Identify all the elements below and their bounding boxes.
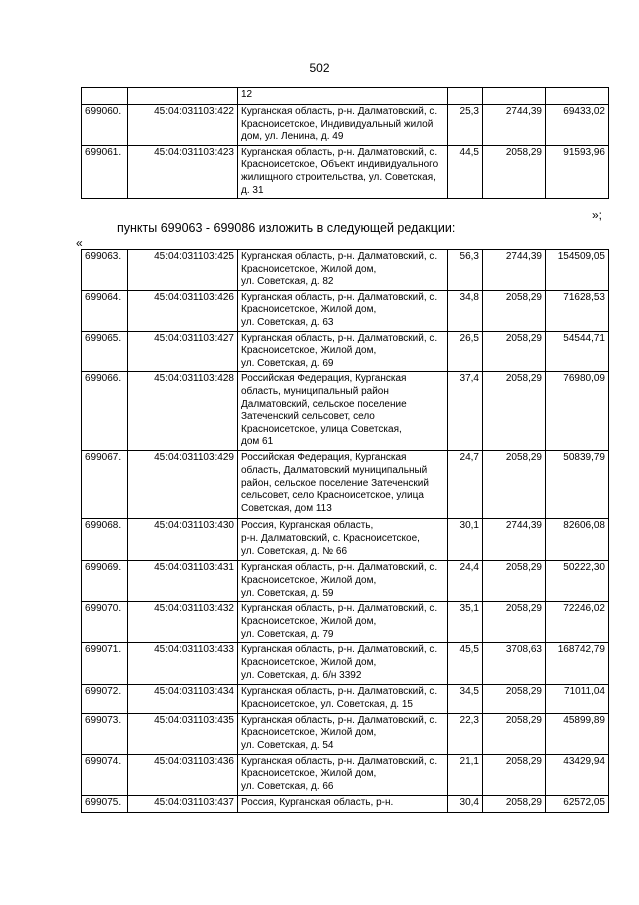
cell-area: 26,5 [448, 331, 483, 372]
table-row [82, 145, 609, 198]
cell-address: Курганская область, р-н. Далматовский, с. Красноисетское, Жилой дом, ул. Советская, д. 79 [238, 602, 448, 643]
table-row [82, 372, 609, 451]
cell-area: 37,4 [448, 372, 483, 451]
table-new-edition [81, 249, 609, 813]
cell-address: Российская Федерация, Курганская область, муниципальный район Далматовский, сельское поселение Затеченский сельсовет, село Красноисетское, улица Советская, дом 61 [238, 372, 448, 451]
amendment-instruction: пункты 699063 - 699086 изложить в следующей редакции: [117, 221, 456, 235]
cell-area: 30,1 [448, 519, 483, 561]
cell-address: Российская Федерация, Курганская область, Далматовский муниципальный район, сельское поселение Затеченский сельсовет, село Красноисетское, улица Советская, дом 113 [238, 451, 448, 519]
table-row [82, 795, 609, 812]
cell-cadastral-value: 43429,94 [546, 754, 609, 795]
cell-cadastral-value: 71011,04 [546, 685, 609, 713]
cell-cadastral-number: 45:04:031103:436 [128, 754, 238, 795]
cell-area: 24,7 [448, 451, 483, 519]
table-row [82, 713, 609, 754]
cell-cadastral-number: 45:04:031103:431 [128, 561, 238, 602]
cell-specific-value: 2058,29 [483, 331, 546, 372]
cell-specific-value: 2058,29 [483, 145, 546, 198]
table-row [82, 290, 609, 331]
cell-cadastral-number [128, 88, 238, 105]
cell-area [448, 88, 483, 105]
cell-cadastral-value: 50222,30 [546, 561, 609, 602]
cell-address: Курганская область, р-н. Далматовский, с. Красноисетское, ул. Советская, д. 15 [238, 685, 448, 713]
cell-specific-value: 2058,29 [483, 451, 546, 519]
cell-item-number [82, 88, 128, 105]
cell-item-number: 699061. [82, 145, 128, 198]
cell-item-number: 699075. [82, 795, 128, 812]
cell-cadastral-number: 45:04:031103:422 [128, 105, 238, 146]
cell-area: 25,3 [448, 105, 483, 146]
cell-cadastral-value: 62572,05 [546, 795, 609, 812]
table-row [82, 88, 609, 105]
table-row [82, 451, 609, 519]
cell-item-number: 699066. [82, 372, 128, 451]
cell-address: Россия, Курганская область, р-н. [238, 795, 448, 812]
cell-item-number: 699069. [82, 561, 128, 602]
cell-address: Курганская область, р-н. Далматовский, с. Красноисетское, Жилой дом, ул. Советская, д. 54 [238, 713, 448, 754]
cell-area: 35,1 [448, 602, 483, 643]
cell-specific-value: 2058,29 [483, 713, 546, 754]
cell-area: 21,1 [448, 754, 483, 795]
cell-cadastral-number: 45:04:031103:430 [128, 519, 238, 561]
cell-address: 12 [238, 88, 448, 105]
cell-cadastral-value: 72246,02 [546, 602, 609, 643]
cell-cadastral-value: 71628,53 [546, 290, 609, 331]
cell-cadastral-number: 45:04:031103:429 [128, 451, 238, 519]
cell-cadastral-value: 154509,05 [546, 250, 609, 291]
cell-cadastral-value: 69433,02 [546, 105, 609, 146]
cell-item-number: 699072. [82, 685, 128, 713]
cell-item-number: 699073. [82, 713, 128, 754]
cell-specific-value: 2058,29 [483, 372, 546, 451]
cell-address: Курганская область, р-н. Далматовский, с. Красноисетское, Индивидуальный жилой дом, ул. Ленина, д. 49 [238, 105, 448, 146]
cell-cadastral-number: 45:04:031103:425 [128, 250, 238, 291]
cell-address: Курганская область, р-н. Далматовский, с. Красноисетское, Жилой дом, ул. Советская, д. 69 [238, 331, 448, 372]
table-continued [81, 87, 609, 199]
cell-cadastral-value: 54544,71 [546, 331, 609, 372]
cell-cadastral-number: 45:04:031103:435 [128, 713, 238, 754]
cell-item-number: 699068. [82, 519, 128, 561]
cell-area: 34,8 [448, 290, 483, 331]
cell-address: Россия, Курганская область, р-н. Далматовский, с. Красноисетское, ул. Советская, д. № 66 [238, 519, 448, 561]
cell-specific-value: 2744,39 [483, 519, 546, 561]
cell-specific-value: 2744,39 [483, 105, 546, 146]
cell-item-number: 699063. [82, 250, 128, 291]
cell-area: 45,5 [448, 643, 483, 685]
cell-address: Курганская область, р-н. Далматовский, с. Красноисетское, Жилой дом, ул. Советская, д. б/н 3392 [238, 643, 448, 685]
cell-item-number: 699074. [82, 754, 128, 795]
cell-specific-value: 2058,29 [483, 561, 546, 602]
table-row [82, 561, 609, 602]
cell-item-number: 699067. [82, 451, 128, 519]
table-row [82, 685, 609, 713]
cell-area: 56,3 [448, 250, 483, 291]
cell-cadastral-number: 45:04:031103:433 [128, 643, 238, 685]
cell-cadastral-number: 45:04:031103:426 [128, 290, 238, 331]
cell-cadastral-number: 45:04:031103:434 [128, 685, 238, 713]
cell-specific-value: 2058,29 [483, 290, 546, 331]
cell-cadastral-value: 76980,09 [546, 372, 609, 451]
cell-cadastral-value: 82606,08 [546, 519, 609, 561]
cell-specific-value: 2058,29 [483, 795, 546, 812]
cell-address: Курганская область, р-н. Далматовский, с. Красноисетское, Жилой дом, ул. Советская, д. 82 [238, 250, 448, 291]
cell-item-number: 699071. [82, 643, 128, 685]
closing-quote: »; [592, 208, 603, 222]
cell-item-number: 699060. [82, 105, 128, 146]
cell-cadastral-number: 45:04:031103:428 [128, 372, 238, 451]
cell-cadastral-number: 45:04:031103:437 [128, 795, 238, 812]
cell-specific-value: 2058,29 [483, 602, 546, 643]
table-row [82, 250, 609, 291]
table-row [82, 519, 609, 561]
cell-area: 24,4 [448, 561, 483, 602]
cell-area: 30,4 [448, 795, 483, 812]
cell-cadastral-value: 168742,79 [546, 643, 609, 685]
page-number: 502 [309, 61, 330, 75]
cell-cadastral-value: 50839,79 [546, 451, 609, 519]
cell-area: 34,5 [448, 685, 483, 713]
cell-address: Курганская область, р-н. Далматовский, с. Красноисетское, Жилой дом, ул. Советская, д. 63 [238, 290, 448, 331]
cell-cadastral-number: 45:04:031103:427 [128, 331, 238, 372]
cell-cadastral-value: 45899,89 [546, 713, 609, 754]
cell-specific-value: 2058,29 [483, 685, 546, 713]
cell-item-number: 699065. [82, 331, 128, 372]
cell-item-number: 699064. [82, 290, 128, 331]
cell-specific-value: 2744,39 [483, 250, 546, 291]
table-row [82, 602, 609, 643]
table-row [82, 331, 609, 372]
cell-item-number: 699070. [82, 602, 128, 643]
table-row [82, 754, 609, 795]
cell-address: Курганская область, р-н. Далматовский, с. Красноисетское, Жилой дом, ул. Советская, д. 66 [238, 754, 448, 795]
cell-cadastral-value: 91593,96 [546, 145, 609, 198]
opening-quote: « [76, 236, 83, 250]
cell-cadastral-number: 45:04:031103:432 [128, 602, 238, 643]
table-row [82, 105, 609, 146]
cell-area: 22,3 [448, 713, 483, 754]
cell-cadastral-value [546, 88, 609, 105]
table-row [82, 643, 609, 685]
cell-specific-value: 2058,29 [483, 754, 546, 795]
cell-address: Курганская область, р-н. Далматовский, с. Красноисетское, Объект индивидуального жилищного строительства, ул. Советская, д. 31 [238, 145, 448, 198]
cell-area: 44,5 [448, 145, 483, 198]
cell-cadastral-number: 45:04:031103:423 [128, 145, 238, 198]
cell-address: Курганская область, р-н. Далматовский, с. Красноисетское, Жилой дом, ул. Советская, д. 59 [238, 561, 448, 602]
cell-specific-value [483, 88, 546, 105]
cell-specific-value: 3708,63 [483, 643, 546, 685]
